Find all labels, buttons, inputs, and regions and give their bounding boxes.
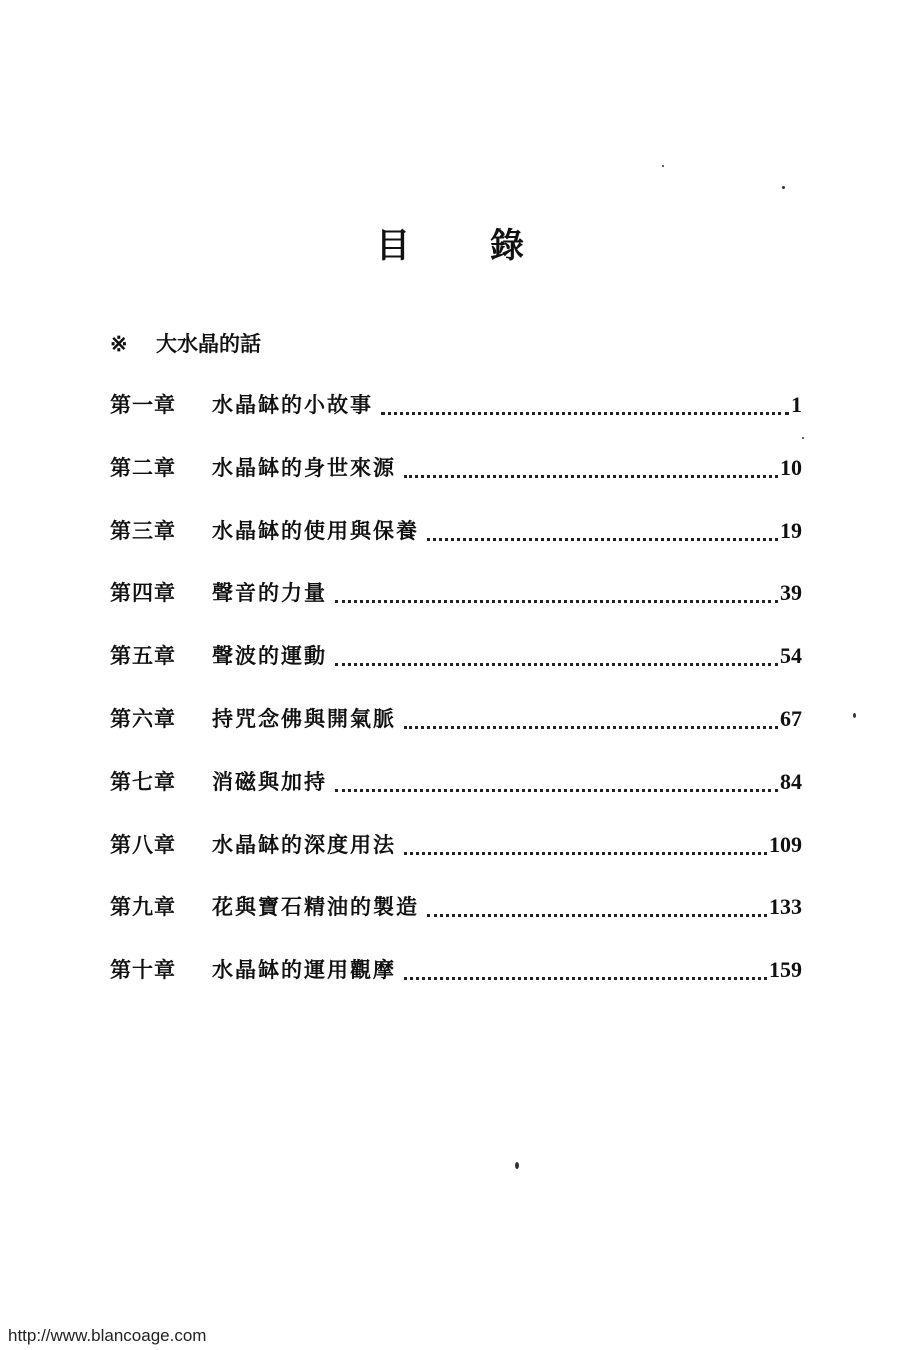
dot-leader bbox=[427, 516, 778, 541]
toc-title: 消磁與加持 bbox=[212, 768, 327, 794]
source-url: http://www.blancoage.com bbox=[8, 1326, 207, 1345]
toc-page: 159 bbox=[769, 957, 802, 983]
toc-title: 聲波的運動 bbox=[212, 643, 327, 669]
toc-chapter: 第八章 bbox=[110, 831, 176, 857]
toc-row bbox=[110, 578, 802, 641]
toc-row bbox=[110, 955, 802, 1018]
toc-title: 水晶缽的深度用法 bbox=[212, 831, 396, 857]
toc-chapter: 第四章 bbox=[110, 580, 176, 606]
dot-leader bbox=[427, 892, 767, 917]
toc-page: 67 bbox=[780, 705, 802, 731]
toc-row bbox=[110, 704, 802, 767]
toc-page: 39 bbox=[780, 580, 802, 606]
scan-speck bbox=[662, 165, 664, 167]
toc-page: 133 bbox=[769, 894, 802, 920]
toc-chapter: 第三章 bbox=[110, 517, 176, 543]
toc-chapter: 第九章 bbox=[110, 894, 176, 920]
scan-speck bbox=[515, 1162, 519, 1169]
toc-row bbox=[110, 390, 802, 453]
toc-chapter: 第一章 bbox=[110, 392, 176, 417]
scan-speck bbox=[853, 713, 856, 718]
toc-page: 54 bbox=[780, 643, 802, 669]
toc-chapter: 第二章 bbox=[110, 454, 176, 480]
scan-speck bbox=[802, 437, 804, 439]
dot-leader bbox=[335, 578, 778, 603]
table-of-contents bbox=[110, 390, 802, 1018]
toc-chapter: 第五章 bbox=[110, 643, 176, 669]
title-char-1: 目 bbox=[376, 226, 410, 266]
page-title bbox=[0, 218, 900, 267]
preface-label: 大水晶的話 bbox=[156, 331, 261, 356]
toc-title: 水晶缽的運用觀摩 bbox=[212, 957, 396, 983]
toc-title: 花與寶石精油的製造 bbox=[212, 894, 419, 920]
toc-title: 水晶缽的小故事 bbox=[212, 392, 373, 417]
title-char-2: 錄 bbox=[490, 226, 524, 266]
toc-row bbox=[110, 641, 802, 704]
scan-speck bbox=[782, 186, 785, 189]
dot-leader bbox=[404, 453, 778, 478]
toc-page: 109 bbox=[769, 831, 802, 857]
toc-row bbox=[110, 453, 802, 516]
dot-leader bbox=[335, 641, 778, 666]
toc-page: 84 bbox=[780, 768, 802, 794]
toc-row bbox=[110, 767, 802, 830]
toc-title: 水晶缽的使用與保養 bbox=[212, 517, 419, 543]
toc-title: 持咒念佛與開氣脈 bbox=[212, 705, 396, 731]
dot-leader bbox=[404, 830, 767, 855]
dot-leader bbox=[404, 955, 767, 980]
toc-page: 1 bbox=[791, 392, 802, 417]
toc-chapter: 第十章 bbox=[110, 957, 176, 983]
toc-page: 10 bbox=[780, 454, 802, 480]
toc-row bbox=[110, 516, 802, 579]
toc-title: 水晶缽的身世來源 bbox=[212, 454, 396, 480]
dot-leader bbox=[381, 390, 789, 415]
toc-row bbox=[110, 892, 802, 955]
dot-leader bbox=[335, 767, 778, 792]
toc-title: 聲音的力量 bbox=[212, 580, 327, 606]
toc-chapter: 第六章 bbox=[110, 705, 176, 731]
toc-page: 19 bbox=[780, 517, 802, 543]
toc-row bbox=[110, 830, 802, 893]
toc-chapter: 第七章 bbox=[110, 768, 176, 794]
reference-mark-icon: ※ bbox=[110, 331, 128, 356]
preface-entry bbox=[110, 328, 261, 358]
dot-leader bbox=[404, 704, 778, 729]
